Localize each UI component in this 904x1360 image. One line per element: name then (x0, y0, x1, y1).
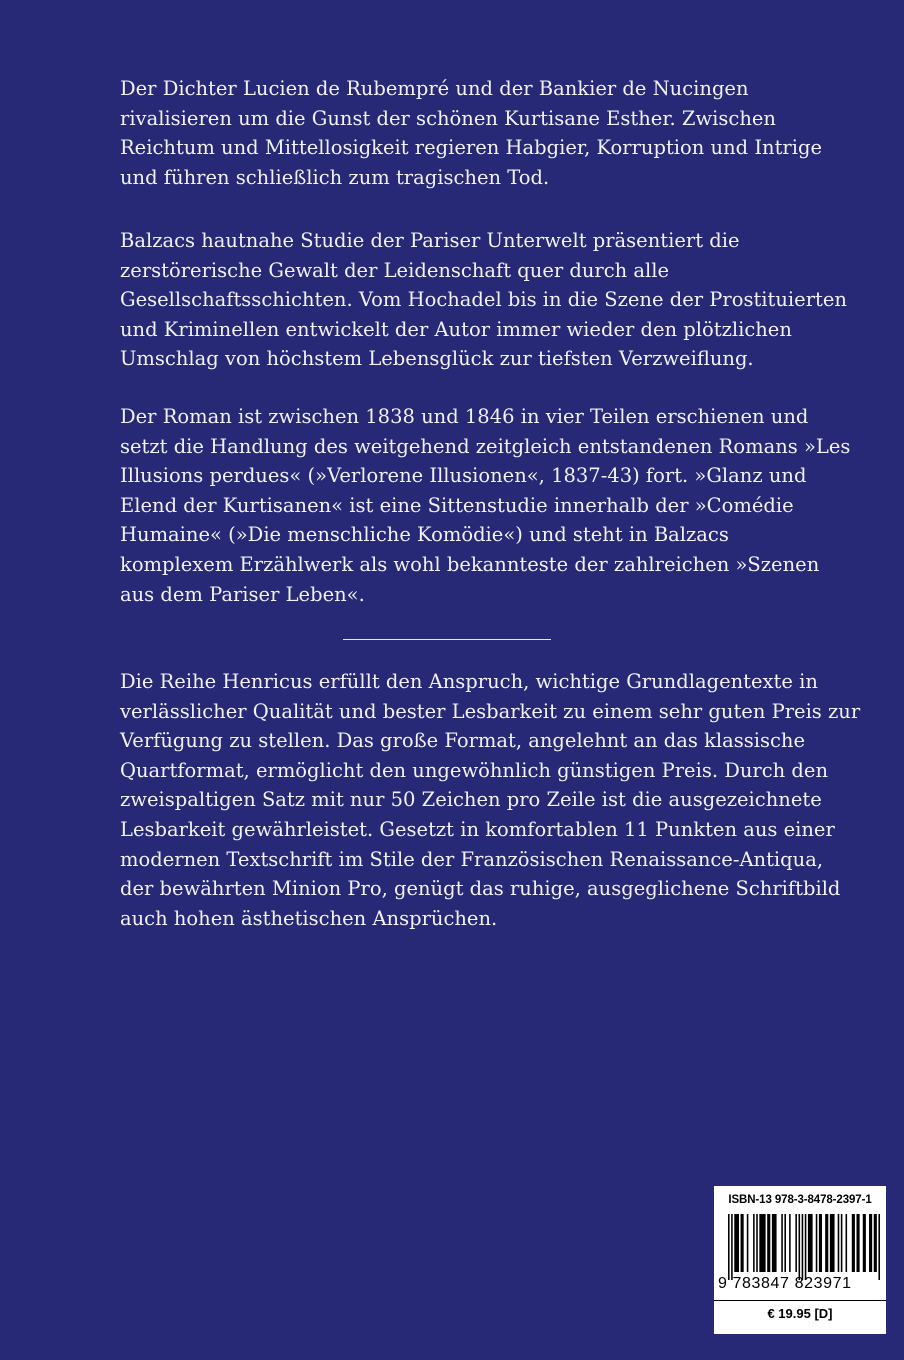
barcode-bar (741, 1214, 744, 1272)
text-line: komplexem Erzählwerk als wohl bekannteste der zahlreichen »Szenen (120, 552, 820, 576)
barcode-bar (731, 1214, 733, 1280)
barcode-bar (728, 1214, 730, 1280)
barcode-bar (841, 1214, 843, 1272)
text-line: auch hohen ästhetischen Ansprüchen. (120, 906, 498, 930)
text-line: Umschlag von höchstem Lebensglück zur tiefsten Verzweiflung. (120, 347, 754, 371)
barcode-bar (784, 1214, 786, 1272)
barcode-bar (846, 1214, 848, 1272)
blurb-paragraph-2 (120, 226, 847, 374)
text-line: zweispaltigen Satz mit nur 50 Zeichen pro Zeile ist die ausgezeichnete (120, 788, 822, 812)
barcode-bar (825, 1214, 828, 1272)
barcode-bar (869, 1214, 872, 1272)
barcode-bar (802, 1214, 804, 1280)
barcode-bar (863, 1214, 866, 1272)
text-line: Die Reihe Henricus erfüllt den Anspruch, wichtige Grundlagentexte in (120, 670, 818, 693)
barcode-bar (805, 1214, 807, 1280)
barcode-bar (781, 1214, 783, 1272)
text-line: Illusions perdues« (»Verlorene Illusionen«, 1837-43) fort. »Glanz und (120, 464, 807, 488)
blurb-paragraph-1 (120, 74, 823, 192)
barcode-bar (830, 1214, 835, 1272)
barcode-digits: 9 783847 823971 (718, 1275, 852, 1292)
text-line: Der Roman ist zwischen 1838 und 1846 in vier Teilen erschienen und (120, 405, 809, 428)
text-line: modernen Textschrift im Stile der Französischen Renaissance-Antiqua, (120, 847, 824, 871)
barcode-bar (838, 1214, 840, 1272)
text-line: Verfügung zu stellen. Das große Format, angelehnt an das klassische (120, 729, 806, 753)
barcode-bar (767, 1214, 770, 1272)
series-note-paragraph (120, 667, 861, 933)
barcode-bar (753, 1214, 755, 1272)
text-line: zerstörerische Gewalt der Leidenschaft quer durch alle (120, 258, 670, 282)
text-line: Elend der Kurtisanen« ist eine Sittenstudie innerhalb der »Comédie (120, 493, 794, 517)
text-line: und Kriminellen entwickelt der Autor immer wieder den plötzlichen (120, 317, 792, 341)
barcode-bar (747, 1214, 749, 1272)
text-line: Reichtum und Mittellosigkeit regieren Habgier, Korruption und Intrige (120, 136, 823, 160)
blurb-paragraph-3 (120, 402, 851, 609)
barcode-bar (852, 1214, 855, 1272)
text-line: setzt die Handlung des weitgehend zeitgleich entstandenen Romans »Les (120, 434, 851, 458)
text-line: Quartformat, ermöglicht den ungewöhnlich günstigen Preis. Durch den (120, 758, 828, 782)
text-line: verlässlicher Qualität und bester Lesbarkeit zu einem sehr guten Preis zur (120, 699, 861, 723)
text-line: und führen schließlich zum tragischen Tod. (120, 165, 550, 189)
barcode-bar (808, 1214, 813, 1272)
barcode-bar (874, 1214, 877, 1272)
section-divider (343, 639, 551, 640)
isbn-label: ISBN-13 978-3-8478-2397-1 (728, 1194, 872, 1206)
barcode-bar (795, 1214, 797, 1272)
text-line: aus dem Pariser Leben«. (120, 582, 365, 606)
barcode-bar (756, 1214, 758, 1272)
isbn-barcode-box (714, 1186, 886, 1334)
text-line: Lesbarkeit gewährleistet. Gesetzt in komfortablen 11 Punkten aus einer (120, 817, 835, 841)
barcode-bar (856, 1214, 859, 1272)
barcode-bar (772, 1214, 777, 1272)
barcode-bar (816, 1214, 818, 1272)
barcode-icon (728, 1214, 880, 1280)
text-line: rivalisieren um die Gunst der schönen Kurtisane Esther. Zwischen (120, 106, 776, 130)
barcode-bar (759, 1214, 765, 1272)
text-line: Der Dichter Lucien de Rubempré und der Bankier de Nucingen (120, 77, 749, 100)
text-line: Humaine« (»Die menschliche Komödie«) und steht in Balzacs (120, 523, 729, 547)
barcode-bar (799, 1214, 801, 1280)
text-line: der bewährten Minion Pro, genügt das ruhige, ausgeglichene Schriftbild (120, 877, 841, 901)
price-label: € 19.95 [D] (714, 1300, 886, 1321)
text-line: Balzacs hautnahe Studie der Pariser Unterwelt präsentiert die (120, 229, 740, 252)
barcode-bar (878, 1214, 880, 1280)
barcode-bar (819, 1214, 822, 1272)
barcode-bar (734, 1214, 739, 1272)
text-line: Gesellschaftsschichten. Vom Hochadel bis in die Szene der Prostituierten (120, 288, 847, 312)
barcode-bar (789, 1214, 791, 1272)
